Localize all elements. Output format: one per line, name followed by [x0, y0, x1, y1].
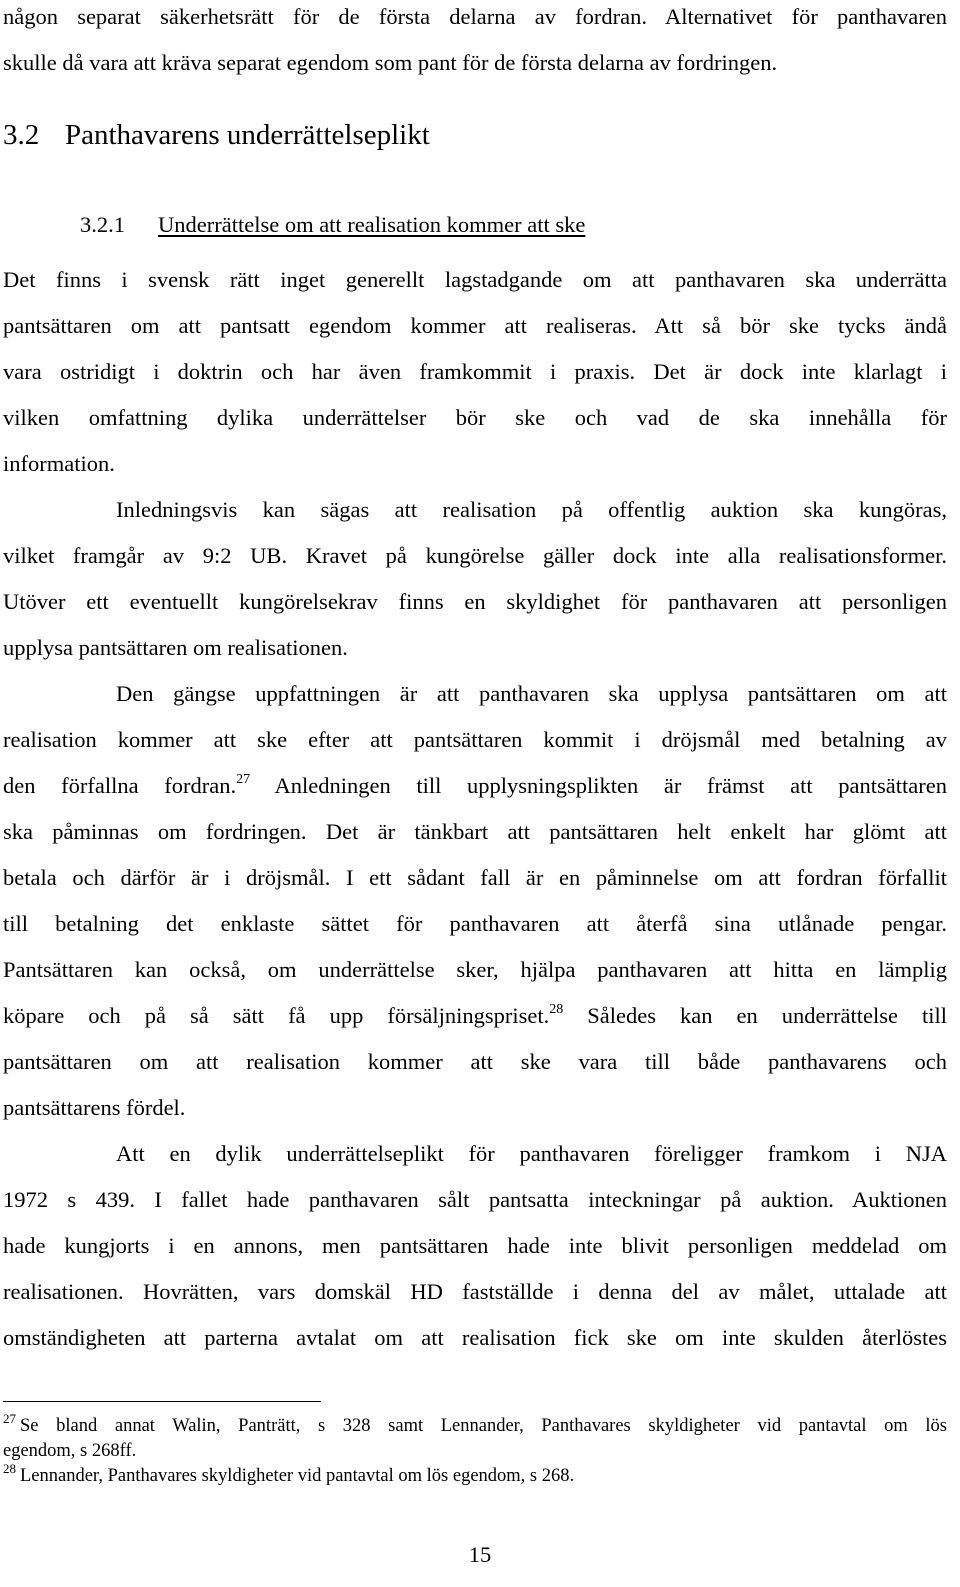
footnote-27-continued: egendom, s 268ff. — [3, 1441, 137, 1461]
text-line: vilket framgår av 9:2 UB. Kravet på kungörelse gäller dock inte alla realisationsformer. — [3, 543, 947, 568]
footnote-28 — [3, 1461, 947, 1489]
footnote-text: Lennander, Panthavares skyldigheter vid pantavtal om lös egendom, s 268. — [20, 1466, 575, 1486]
footnote-text: Se bland annat Walin, Panträtt, s 328 samt Lennander, Panthavares skyldigheter vid pantavtal om lös — [20, 1416, 947, 1436]
text-line: 1972 s 439. I fallet hade panthavaren sålt pantsatta inteckningar på auktion. Auktionen — [3, 1187, 947, 1212]
text-line: upplysa pantsättaren om realisationen. — [3, 635, 348, 660]
text-line: Det finns i svensk rätt inget generellt lagstadgande om att panthavaren ska underrätta — [3, 267, 947, 292]
text-line — [3, 763, 947, 809]
body-text — [3, 257, 947, 1361]
text-line: Att en dylik underrättelseplikt för panthavaren föreligger framkom i NJA — [116, 1141, 947, 1166]
text-line: pantsättaren om att realisation kommer att ske vara till både panthavarens och — [3, 1049, 947, 1074]
section-heading — [3, 115, 430, 155]
footnote-number: 27 — [3, 1411, 16, 1426]
footnote-27 — [3, 1411, 947, 1439]
text-line: information. — [3, 451, 115, 476]
text-line: realisation kommer att ske efter att pantsättaren kommit i dröjsmål med betalning av — [3, 727, 947, 752]
text-line: realisationen. Hovrätten, vars domskäl HD fastställde i denna del av målet, uttalade att — [3, 1279, 947, 1304]
text-line: Den gängse uppfattningen är att panthavaren ska upplysa pantsättaren om att — [116, 681, 947, 706]
footnote-number: 28 — [3, 1461, 16, 1476]
subsection-heading — [80, 205, 585, 245]
footnotes — [3, 1411, 947, 1489]
text-line: vara ostridigt i doktrin och har även framkommit i praxis. Det är dock inte klarlagt i — [3, 359, 947, 384]
text-segment: den förfallna fordran. — [3, 773, 237, 798]
section-title: Panthavarens underrättelseplikt — [65, 119, 430, 151]
footnote-ref-28[interactable]: 28 — [549, 1002, 564, 1017]
text-line: till betalning det enklaste sättet för panthavaren att återfå sina utlånade pengar. — [3, 911, 947, 936]
text-line: skulle då vara att kräva separat egendom som pant för de första delarna av fordringen. — [3, 50, 778, 75]
text-line: ska påminnas om fordringen. Det är tänkbart att pantsättaren helt enkelt har glömt att — [3, 819, 947, 844]
page-number: 15 — [468, 1542, 492, 1567]
text-line: Pantsättaren kan också, om underrättelse sker, hjälpa panthavaren att hitta en lämplig — [3, 957, 947, 982]
subsection-title: Underrättelse om att realisation kommer att ske — [158, 212, 586, 237]
text-segment: Anledningen till upplysningsplikten är främst att pantsättaren — [274, 773, 947, 798]
footnote-divider — [3, 1401, 321, 1402]
text-line: vilken omfattning dylika underrättelser bör ske och vad de ska innehålla för — [3, 405, 947, 430]
text-line: pantsättaren om att pantsatt egendom kommer att realiseras. Att så bör ske tycks ändå — [3, 313, 947, 338]
text-line: Inledningsvis kan sägas att realisation på offentlig auktion ska kungöras, — [116, 497, 947, 522]
text-segment: köpare och på så sätt få upp försäljningspriset. — [3, 1003, 550, 1028]
text-line: betala och därför är i dröjsmål. I ett sådant fall är en påminnelse om att fordran förfallit — [3, 865, 947, 890]
intro-paragraph — [3, 0, 947, 86]
text-line: pantsättarens fördel. — [3, 1095, 186, 1120]
text-line: någon separat säkerhetsrätt för de första delarna av fordran. Alternativet för panthavaren — [3, 4, 947, 29]
text-line — [3, 993, 947, 1039]
section-number: 3.2 — [3, 119, 40, 151]
text-line: hade kungjorts i en annons, men pantsättaren hade inte blivit personligen meddelad om — [3, 1233, 947, 1258]
text-line: omständigheten att parterna avtalat om att realisation fick ske om inte skulden återlöstes — [3, 1325, 947, 1350]
text-segment: Således kan en underrättelse till — [587, 1003, 947, 1028]
text-line: Utöver ett eventuellt kungörelsekrav finns en skyldighet för panthavaren att personligen — [3, 589, 947, 614]
subsection-number: 3.2.1 — [80, 212, 125, 237]
footnote-ref-27[interactable]: 27 — [236, 772, 251, 787]
